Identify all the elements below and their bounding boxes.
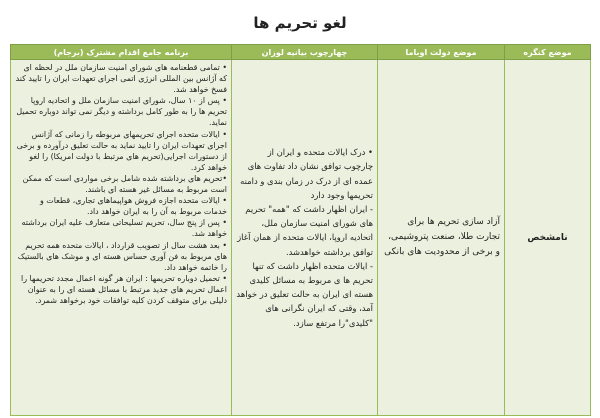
page-title: لغو تحریم ها — [253, 14, 347, 32]
jcpoa-paragraph: • پس از ۱۰ سال، شورای امنیت سازمان ملل و اتحادیه اروپا تحریم ها را به طور کامل برداشته و دیگر نمی تواند دوباره تحمیل نماید. — [16, 96, 227, 128]
header-congress: موضع کنگره — [505, 45, 591, 60]
jcpoa-paragraph: • تمامی قطعنامه های شورای امنیت سازمان ملل در لحظه ای که آژانس بین المللی انرژی اتمی اجرای تعهدات ایران را تایید کند فسخ خواهد شد. — [15, 63, 227, 95]
jcpoa-paragraph: • بعد هشت سال از تصویب قرارداد ، ایالات متحده همه تحریم های مربوط به فن آوری حساس هسته ای و موشک های بالستیک را خاتمه خواهد داد. — [17, 240, 227, 272]
cell-lausanne — [232, 60, 378, 416]
lausanne-paragraph: - ایالات متحده اظهار داشت که تنها تحریم ها ی مربوط به مسائل کلیدی هسته ای ایران به حالت تعلیق در خواهد آمد، وقتی که ایران نگرانی های "کلیدی"را مرتفع سازد. — [236, 260, 373, 328]
lausanne-paragraph: - ایران اظهار داشت که "همه" تحریم های شورای امنیت سازمان ملل، اتحادیه اروپا، ایالات متحده از همان آغاز توافق برداشته خواهدشد. — [237, 203, 373, 257]
jcpoa-paragraph: • پس از پنج سال، تحریم تسلیحاتی متعارف علیه ایران برداشته خواهد شد. — [21, 218, 227, 239]
table-header-row — [11, 45, 591, 60]
lausanne-paragraph: • درک ایالات متحده و ایران از چارچوب توافق نشان داد تفاوت های عمده ای از درک در زمان بندی و دامنه تحریمها وجود دارد — [240, 147, 373, 200]
jcpoa-paragraph: • ایالات متحده اجازه فروش هواپیماهای تجاری، قطعات و خدمات مربوط به آن را به ایران خواهد داد. — [39, 196, 227, 217]
sanctions-table — [10, 44, 591, 416]
jcpoa-paragraph: • ایالات متحده اجرای تحریمهای مربوطه را زمانی که آژانس اجرای تعهدات ایران را تایید نماید به حالت تعلیق درآورده و برخی از دستورات اجرایی(تحریم های مرتبط با دولت امریکا) را لغو خواهد کرد. — [16, 129, 227, 172]
header-jcpoa: برنامه جامع اقدام مشترک (برجام) — [11, 45, 232, 60]
cell-jcpoa — [11, 60, 232, 416]
header-obama: موضع دولت اوباما — [378, 45, 505, 60]
cell-obama: آزاد سازی تحریم ها برای تجارت طلا، صنعت پتروشیمی، و برخی از محدودیت های بانکی — [378, 60, 505, 416]
cell-congress: نامشخص — [505, 60, 591, 416]
jcpoa-paragraph: •تحریم های برداشته شده شامل برخی مواردی است که ممکن است مربوط به مسائل غیر هسته ای باشند. — [22, 173, 227, 195]
jcpoa-paragraph: • تحمیل دوباره تحریمها : ایران هر گونه اعمال مجدد تحریمها را اعمال تحریم های جدید مرتبط با مسائل هسته ای را به عنوان دلیلی برای متوقف کردن کلیه توافقات خود برخواهد شمرد. — [21, 273, 227, 305]
header-lausanne: چهارچوب بیانیه لوزان — [232, 45, 378, 60]
table-row — [11, 60, 591, 416]
